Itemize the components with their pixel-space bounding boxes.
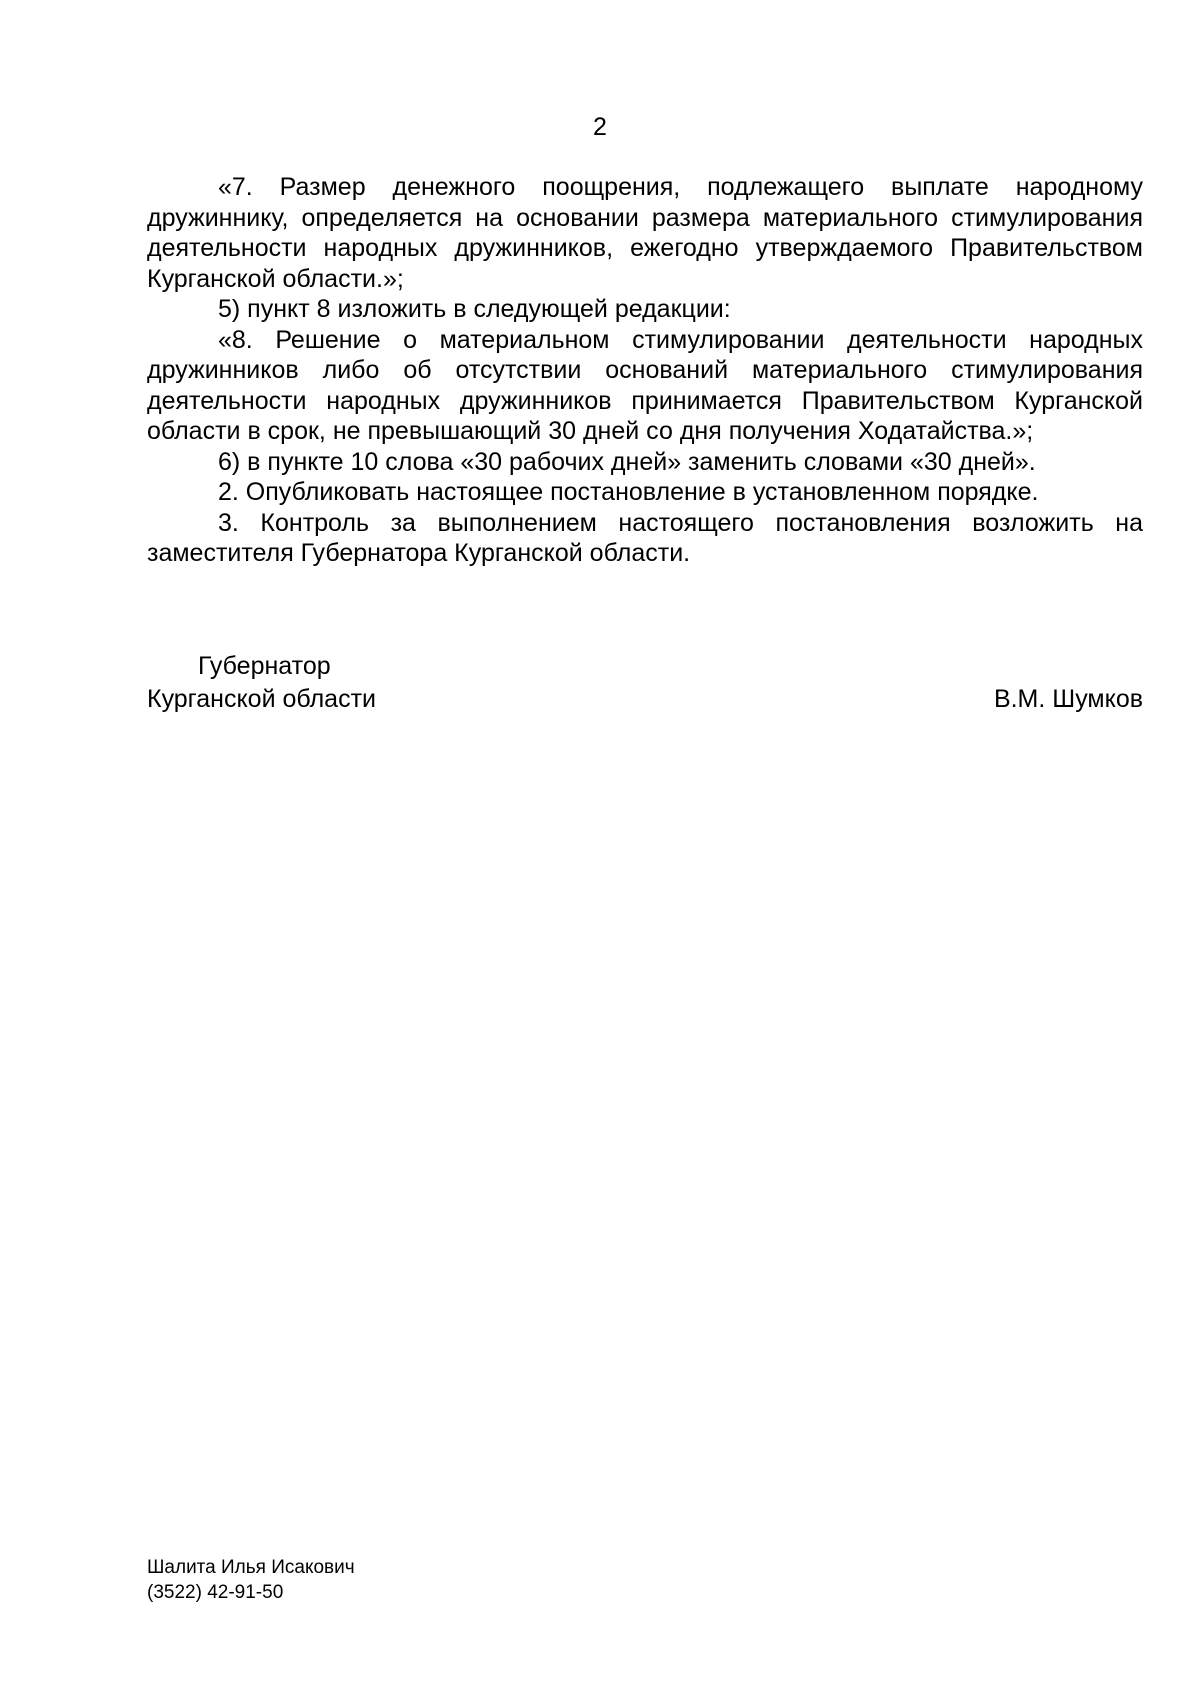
- paragraph-control: 3. Контроль за выполнением настоящего постановления возложить на заместителя Губернатора Курганской области.: [147, 508, 1143, 567]
- paragraph-publish: 2. Опубликовать настоящее постановление в установленном порядке.: [218, 478, 1039, 506]
- document-body: [147, 172, 1143, 569]
- executor-block: [147, 1555, 355, 1605]
- signatory-title-line2: Курганской области: [147, 685, 377, 713]
- signatory-name: В.М. Шумков: [993, 685, 1143, 713]
- executor-name: Шалита Илья Исакович: [147, 1557, 355, 1578]
- paragraph-item-7: «7. Размер денежного поощрения, подлежащего выплате народному дружиннику, определяется на основании размера материального стимулирования деятельности народных дружинников, ежегодно утверждаемого Правительством Курганской области.»;: [147, 173, 1143, 293]
- paragraph-item-8: «8. Решение о материальном стимулировании деятельности народных дружинников либо об отсутствии оснований материального стимулирования деятельности народных дружинников принимается Правительством Курганской области в срок, не превышающий 30 дней со дня получения Ходатайства.»;: [147, 325, 1143, 445]
- paragraph-point-5: 5) пункт 8 изложить в следующей редакции:: [218, 295, 731, 323]
- executor-phone: (3522) 42-91-50: [147, 1582, 284, 1603]
- signatory-title-line1: Губернатор: [198, 652, 331, 680]
- page-number: 2: [593, 113, 607, 141]
- paragraph-point-6: 6) в пункте 10 слова «30 рабочих дней» заменить словами «30 дней».: [218, 447, 1036, 476]
